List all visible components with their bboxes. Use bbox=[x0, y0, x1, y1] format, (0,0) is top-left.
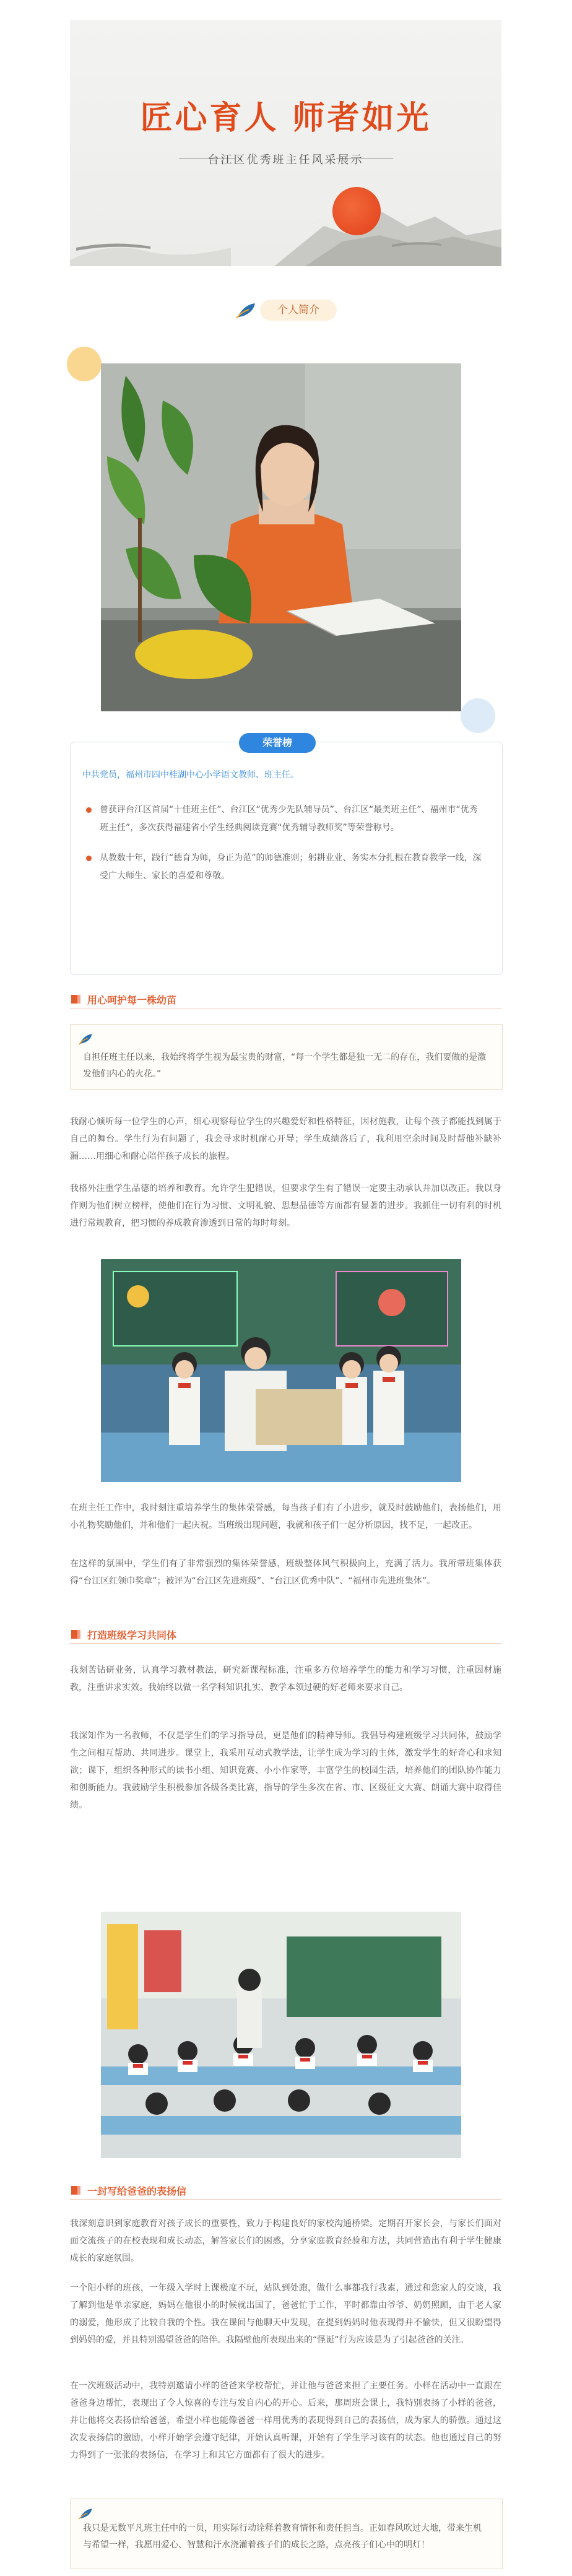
paragraph: 我耐心倾听每一位学生的心声，细心观察每位学生的兴趣爱好和性格特征，因材施教，让每个孩子都能找到属于自己的舞台。学生行为有问题了，我会寻求时机耐心开导；学生成绩落后了，我利用空余时间及时帮他补缺补漏……用细心和耐心陪伴孩子成长的旅程。 bbox=[70, 1117, 501, 1161]
paragraph: 在这样的氛围中，学生们有了非常强烈的集体荣誉感，班级整体风气积极向上，充满了活力。我所带班集体获得“台江区红领巾奖章”；被评为“台江区先进班级”、“台江区优秀中队”、“福州市先进班集体”。 bbox=[70, 1559, 501, 1586]
paragraph: 我深刻意识到家庭教育对孩子成长的重要性，致力于构建良好的家校沟通桥梁。定期召开家长会，与家长们面对面交流孩子的在校表现和成长动态，解答家长们的困惑，分享家庭教育经验和方法，共同营造出有利于学生健康成长的家庭氛围。 bbox=[70, 2219, 501, 2263]
header-banner bbox=[70, 20, 501, 266]
paragraph: 我深知作为一名教师，不仅是学生们的学习指导员，更是他们的精神导师。我倡导构建班级学习共同体，鼓励学生之间相互帮助、共同进步。课堂上，我采用互动式教学法，让学生成为学习的主体，激发学生的好奇心和求知欲；课下，组织各种形式的读书小组、知识竞赛、小小作家等，丰富学生的校园生活，培养他们的团队协作能力和创新能力。我鼓励学生积极参加各级各类比赛，指导的学生多次在省、市、区级征文大赛、朗诵大赛中取得佳绩。 bbox=[70, 1731, 501, 1810]
bullet-dot-icon bbox=[86, 856, 92, 861]
leaf-icon bbox=[235, 301, 256, 319]
decor-circle bbox=[461, 698, 495, 733]
paragraph: 我格外注重学生品德的培养和教育。允许学生犯错误，但要求学生有了错误一定要主动承认并加以改正。我以身作则为他们树立榜样，使他们在行为习惯、文明礼貌、思想品德等方面都有显著的进步。我抓住一切有利的时机进行常规教育，把习惯的养成教育渗透到日常的每时每刻。 bbox=[70, 1184, 501, 1228]
paragraph: 在班主任工作中，我时刻注重培养学生的集体荣誉感，每当孩子们有了小进步，就及时鼓励他们，表扬他们，用小礼物奖励他们，并和他们一起庆祝。当班级出现问题，我就和孩子们一起分析原因，找不足，一起改正。 bbox=[70, 1503, 501, 1530]
paragraph: 我刻苦钻研业务，认真学习教材教法，研究新课程标准，注重多方位培养学生的能力和学习习惯，注重因材施教，注重讲求实效。我始终以做一名学科知识扎实、教学本领过硬的好老师来要求自己。 bbox=[70, 1665, 501, 1693]
intro-tag-label: 个人简介 bbox=[260, 300, 337, 321]
section-heading: 用心呵护每一株幼苗 bbox=[70, 992, 501, 1007]
quote-box: 自担任班主任以来，我始终将学生视为最宝贵的财富，“每一个学生都是独一无二的存在，我们要做的是激发他们内心的火花。” bbox=[70, 1024, 503, 1090]
bullet-dot-icon bbox=[86, 807, 92, 813]
banner-subtitle: 台江区优秀班主任风采展示 bbox=[207, 154, 364, 167]
intro-section-tag bbox=[235, 297, 337, 322]
flag-icon bbox=[70, 993, 82, 1005]
honors-list bbox=[82, 801, 485, 898]
leaf-icon bbox=[78, 1032, 93, 1046]
decor-circle bbox=[67, 347, 102, 381]
banner-title: 匠心育人 师者如光 bbox=[140, 99, 431, 137]
closing-quote-box: 我只是无数平凡班主任中的一员，用实际行动诠释着教育情怀和责任担当。正如春风吹过大地，带来生机与希望一样，我愿用爱心、智慧和汗水浇灌着孩子们的成长之路，点亮孩子们心中的明灯！ bbox=[70, 2499, 503, 2569]
divider bbox=[70, 2199, 501, 2200]
classroom-photo-students bbox=[101, 1912, 461, 2158]
paragraph: 一个阳小样的班孩，一年级入学时上课极度不玩，站队到处跑，做什么事都我行我素，通过和您家人的交谈，我了解到他是单亲家庭，妈妈在他很小的时候就出国了，爸爸忙于工作，平时都靠由爷爷、奶奶照顾，由于老人家的溺爱，他形成了比较自我的个性。我在课间与他聊天中发现，在提到妈妈时他表现得并不愉快，但又很盼望得到妈妈的爱，并且特别渴望爸爸的陪伴。我隔壁他所表现出来的“怪诞”行为应该是为了引起爸爸的关注。 bbox=[70, 2283, 501, 2345]
red-sun-decoration bbox=[332, 187, 381, 235]
flag-icon bbox=[70, 2184, 82, 2197]
list-item: 从教数十年，践行“德育为师，身正为范”的师德准则；躬耕业业、务实本分扎根在教育教学一线，深受广大师生、家长的喜爱和尊敬。 bbox=[82, 849, 485, 885]
teacher-portrait-photo bbox=[101, 363, 461, 711]
paragraph: 在一次班级活动中，我特别邀请小样的爸爸来学校帮忙，并让他与爸爸来担了主要任务。小样在活动中一直跟在爸爸身边帮忙，表现出了令人惊喜的专注与发自内心的开心。后来，那周班会课上，我特别表扬了小样的爸爸，并让他将交表扬信给爸爸，希望小样也能像爸爸一样用优秀的表现得到自己的表扬信，成为家人的骄傲。通过这次发表扬信的激励，小样开始学会遵守纪律，开始认真听课，开始有了学生学习该有的状态。他也通过自己的努力得到了一张张的表扬信，在学习上和其它方面都有了很大的进步。 bbox=[70, 2381, 501, 2460]
divider bbox=[70, 1643, 501, 1644]
ink-mountain-illustration bbox=[70, 167, 501, 266]
section-heading: 一封写给爸爸的表扬信 bbox=[70, 2183, 501, 2198]
section-heading: 打造班级学习共同体 bbox=[70, 1627, 501, 1642]
honors-badge: 荣誉榜 bbox=[239, 733, 316, 753]
classroom-photo-reading bbox=[101, 1259, 461, 1482]
flag-icon bbox=[70, 1628, 82, 1641]
list-item: 曾获评台江区首届“十佳班主任”、台江区“优秀少先队辅导员”、台江区“最美班主任”、福州市“优秀班主任”，多次获得福建省小学生经典阅读竞赛“优秀辅导教师奖”等荣誉称号。 bbox=[82, 801, 485, 837]
honors-headline: 中共党员，福州市四中桂湖中心小学语文教师、班主任。 bbox=[82, 770, 299, 780]
leaf-icon bbox=[78, 2507, 93, 2520]
